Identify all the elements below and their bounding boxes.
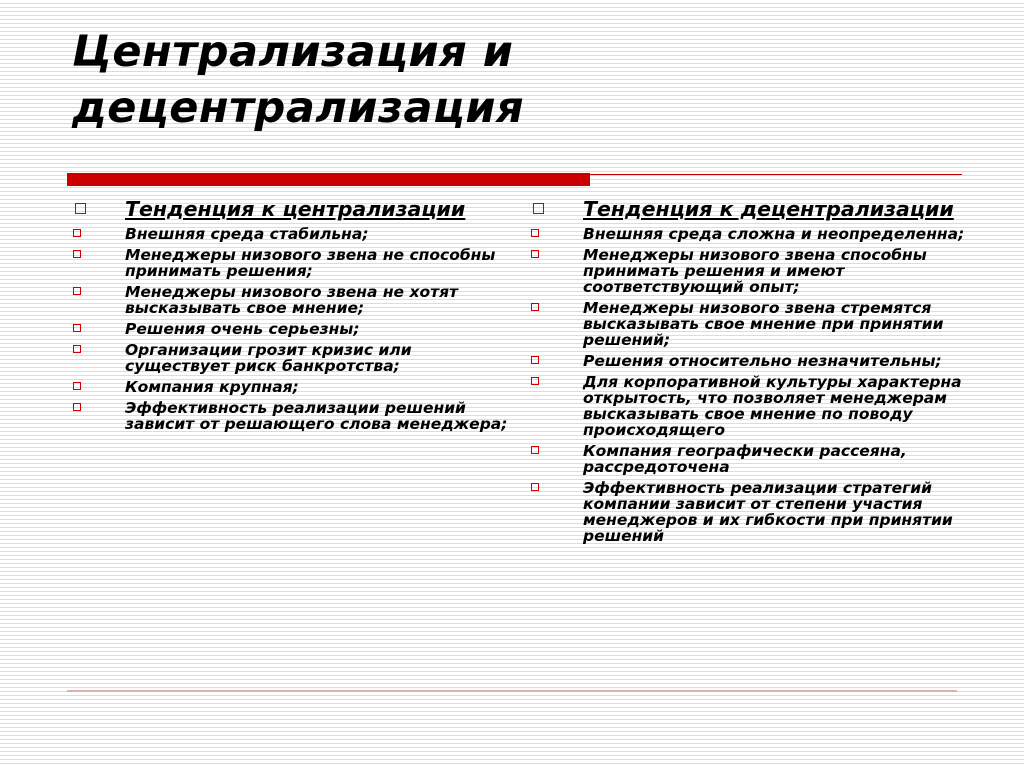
bullet-square-icon [73, 345, 81, 353]
list-item: Компания крупная; [72, 379, 512, 395]
list-item: Решения очень серьезны; [72, 321, 512, 337]
bullet-square-icon [531, 356, 539, 364]
list-item: Менеджеры низового звена стремятся высказывать свое мнение при принятии решений; [530, 300, 970, 348]
bullet-square-icon [531, 229, 539, 237]
bullet-square-icon [531, 483, 539, 491]
list-item: Менеджеры низового звена не хотят высказывать свое мнение; [72, 284, 512, 316]
bullet-square-icon [73, 287, 81, 295]
centralization-list [72, 199, 512, 432]
list-item: Менеджеры низового звена способны принимать решения и имеют соответствующий опыт; [530, 247, 970, 295]
centralization-column [72, 199, 512, 437]
bullet-square-icon [73, 250, 81, 258]
bullet-square-icon [73, 382, 81, 390]
bullet-square-icon [531, 250, 539, 258]
list-item: Эффективность реализации решений зависит от решающего слова менеджера; [72, 400, 512, 432]
list-item: Решения относительно незначительны; [530, 353, 970, 369]
slide-title-line2: децентрализация [72, 83, 525, 133]
bullet-square-icon [75, 203, 86, 214]
bullet-square-icon [531, 377, 539, 385]
list-item: Организации грозит кризис или существует риск банкротства; [72, 342, 512, 374]
list-item: Компания географически рассеяна, рассредоточена [530, 443, 970, 475]
footer-divider [67, 690, 957, 692]
list-item: Внешняя среда сложна и неопределенна; [530, 226, 970, 242]
bullet-square-icon [533, 203, 544, 214]
centralization-heading: Тенденция к централизации [72, 199, 512, 219]
decentralization-list [530, 199, 970, 544]
list-item: Менеджеры низового звена не способны принимать решения; [72, 247, 512, 279]
title-underline-bar [67, 173, 590, 186]
bullet-square-icon [73, 229, 81, 237]
list-item: Внешняя среда стабильна; [72, 226, 512, 242]
list-item: Эффективность реализации стратегий компании зависит от степени участия менеджеров и их гибкости при принятии решений [530, 480, 970, 544]
list-item: Для корпоративной культуры характерна открытость, что позволяет менеджерам высказывать свое мнение по поводу происходящего [530, 374, 970, 438]
bullet-square-icon [73, 403, 81, 411]
decentralization-column [530, 199, 970, 549]
slide-title [72, 24, 972, 136]
bullet-square-icon [531, 303, 539, 311]
title-underline-thin [590, 174, 962, 175]
bullet-square-icon [73, 324, 81, 332]
slide-title-line1: Централизация и [72, 27, 514, 77]
bullet-square-icon [531, 446, 539, 454]
decentralization-heading: Тенденция к децентрализации [530, 199, 970, 219]
